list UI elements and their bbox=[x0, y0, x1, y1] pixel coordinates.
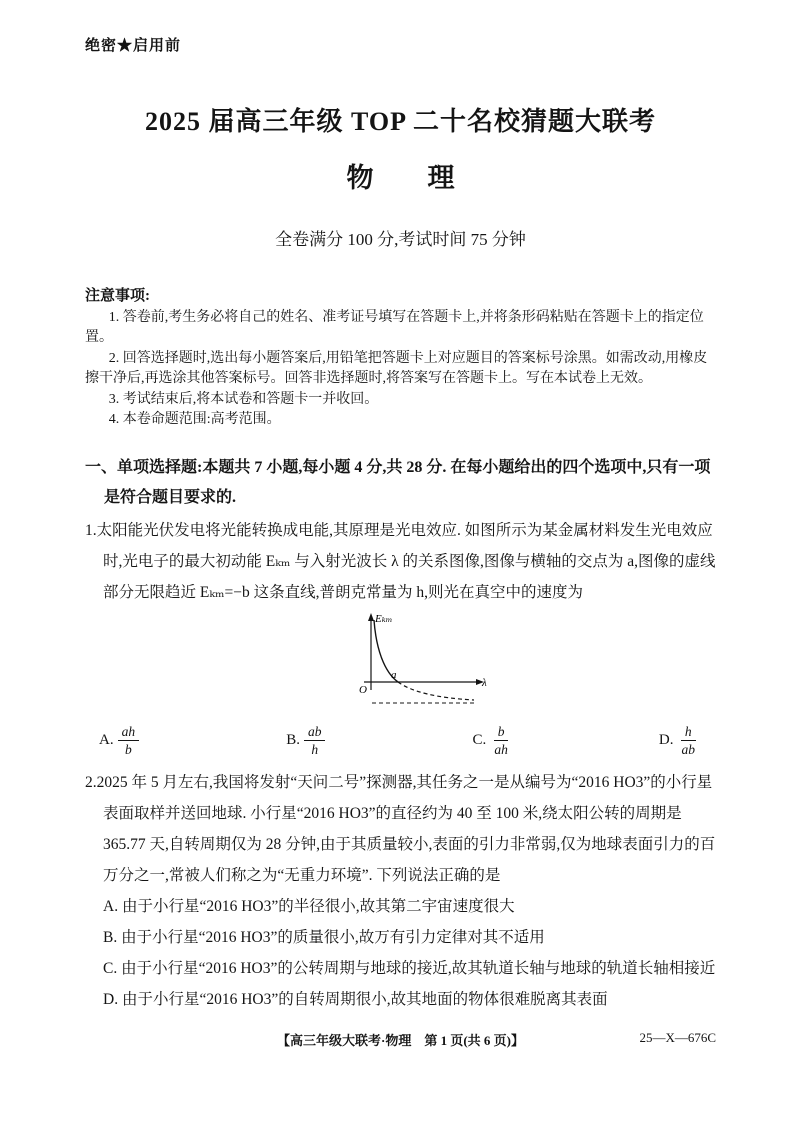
curve-dashed bbox=[398, 682, 474, 700]
question-2-block bbox=[85, 767, 716, 1015]
q1-figure bbox=[341, 610, 716, 714]
y-axis-label: Eₖₘ bbox=[375, 612, 393, 625]
subject-title: 物 理 bbox=[346, 163, 455, 193]
question-2-text: 2.2025 年 5 月左右,我国将发射“天问二号”探测器,其任务之一是从编号为“2016 HO3”的小行星表面取样并送回地球. 小行星“2016 HO3”的直径约为 40 至 100 米,绕太阳公转的周期是 365.77 天,自转周期仅为 28 分钟,由于其质量较小,表面的引力非常弱,仅为地球表面引力的百万分之一,常被人们称之为“无重力环境”. 下列说法正确的是 bbox=[85, 773, 716, 884]
y-axis-arrow bbox=[368, 613, 374, 621]
q2-option-d: D. 由于小行星“2016 HO3”的自转周期很小,故其地面的物体很难脱离其表面 bbox=[103, 990, 608, 1008]
x-axis-label: λ bbox=[482, 676, 487, 689]
q1-graph bbox=[341, 610, 491, 714]
q1-options bbox=[99, 724, 699, 757]
secrecy-label: 绝密★启用前 bbox=[85, 38, 182, 54]
q1-option-c-label: C. bbox=[472, 731, 487, 748]
intersect-label: a bbox=[391, 668, 397, 681]
q2-option-a: A. 由于小行星“2016 HO3”的半径很小,故其第二宇宙速度很大 bbox=[103, 897, 515, 915]
q1-option-b-fraction: $\frac{ab}{h}$ bbox=[304, 724, 326, 757]
note-item-4: 4. 本卷命题范围:高考范围。 bbox=[108, 412, 281, 427]
notes-block bbox=[85, 286, 716, 431]
exam-title: 2025 届高三年级 TOP 二十名校猜题大联考 bbox=[144, 107, 657, 136]
note-item-3: 3. 考试结束后,将本试卷和答题卡一并收回。 bbox=[108, 391, 379, 407]
notes-heading: 注意事项: bbox=[85, 288, 150, 304]
q1-option-a-label: A. bbox=[99, 731, 114, 748]
q2-option-c: C. 由于小行星“2016 HO3”的公转周期与地球的接近,故其轨道长轴与地球的轨道长轴相接近 bbox=[103, 959, 716, 977]
q1-option-b bbox=[286, 724, 325, 757]
section1-heading: 一、单项选择题:本题共 7 小题,每小题 4 分,共 28 分. 在每小题给出的四个选项中,只有一项是符合题目要求的. bbox=[85, 458, 711, 506]
q1-option-a bbox=[99, 724, 139, 757]
q1-option-d-label: D. bbox=[658, 731, 674, 748]
note-item-1: 1. 答卷前,考生务必将自己的姓名、准考证号填写在答题卡上,并将条形码粘贴在答题卡上的指定位置。 bbox=[85, 309, 704, 345]
q1-option-d bbox=[659, 724, 699, 757]
q1-option-c-fraction: $\frac{b}{ah}$ bbox=[494, 723, 508, 757]
q1-option-c bbox=[473, 724, 512, 757]
page-footer bbox=[85, 1030, 716, 1050]
question-1-text: 1.太阳能光伏发电将光能转换成电能,其原理是光电效应. 如图所示为某金属材料发生光电效应时,光电子的最大初动能 Eₖₘ 与入射光波长 λ 的关系图像,图像与横轴的交点为 a,图像的虚线部分无限趋近 Eₖₘ=−b 这条直线,普朗克常量为 h,则光在真空中的速度为 bbox=[85, 521, 716, 601]
footer-paper-code: 25—X—676C bbox=[639, 1030, 716, 1045]
note-item-2: 2. 回答选择题时,选出每小题答案后,用铅笔把答题卡上对应题目的答案标号涂黑。如需改动,用橡皮擦干净后,再选涂其他答案标号。回答非选择题时,将答案写在答题卡上。写在本试卷上无效。 bbox=[85, 350, 708, 386]
exam-info-line: 全卷满分 100 分,考试时间 75 分钟 bbox=[275, 230, 526, 249]
footer-page-info: 【高三年级大联考·物理 第 1 页(共 6 页)】 bbox=[277, 1033, 524, 1048]
q1-option-b-label: B. bbox=[286, 731, 300, 748]
q2-option-b: B. 由于小行星“2016 HO3”的质量很小,故万有引力定律对其不适用 bbox=[103, 928, 545, 946]
q1-option-d-fraction: $\frac{h}{ab}$ bbox=[681, 723, 695, 757]
origin-label: O bbox=[359, 683, 367, 696]
q1-option-a-fraction: $\frac{ah}{b}$ bbox=[118, 724, 140, 757]
